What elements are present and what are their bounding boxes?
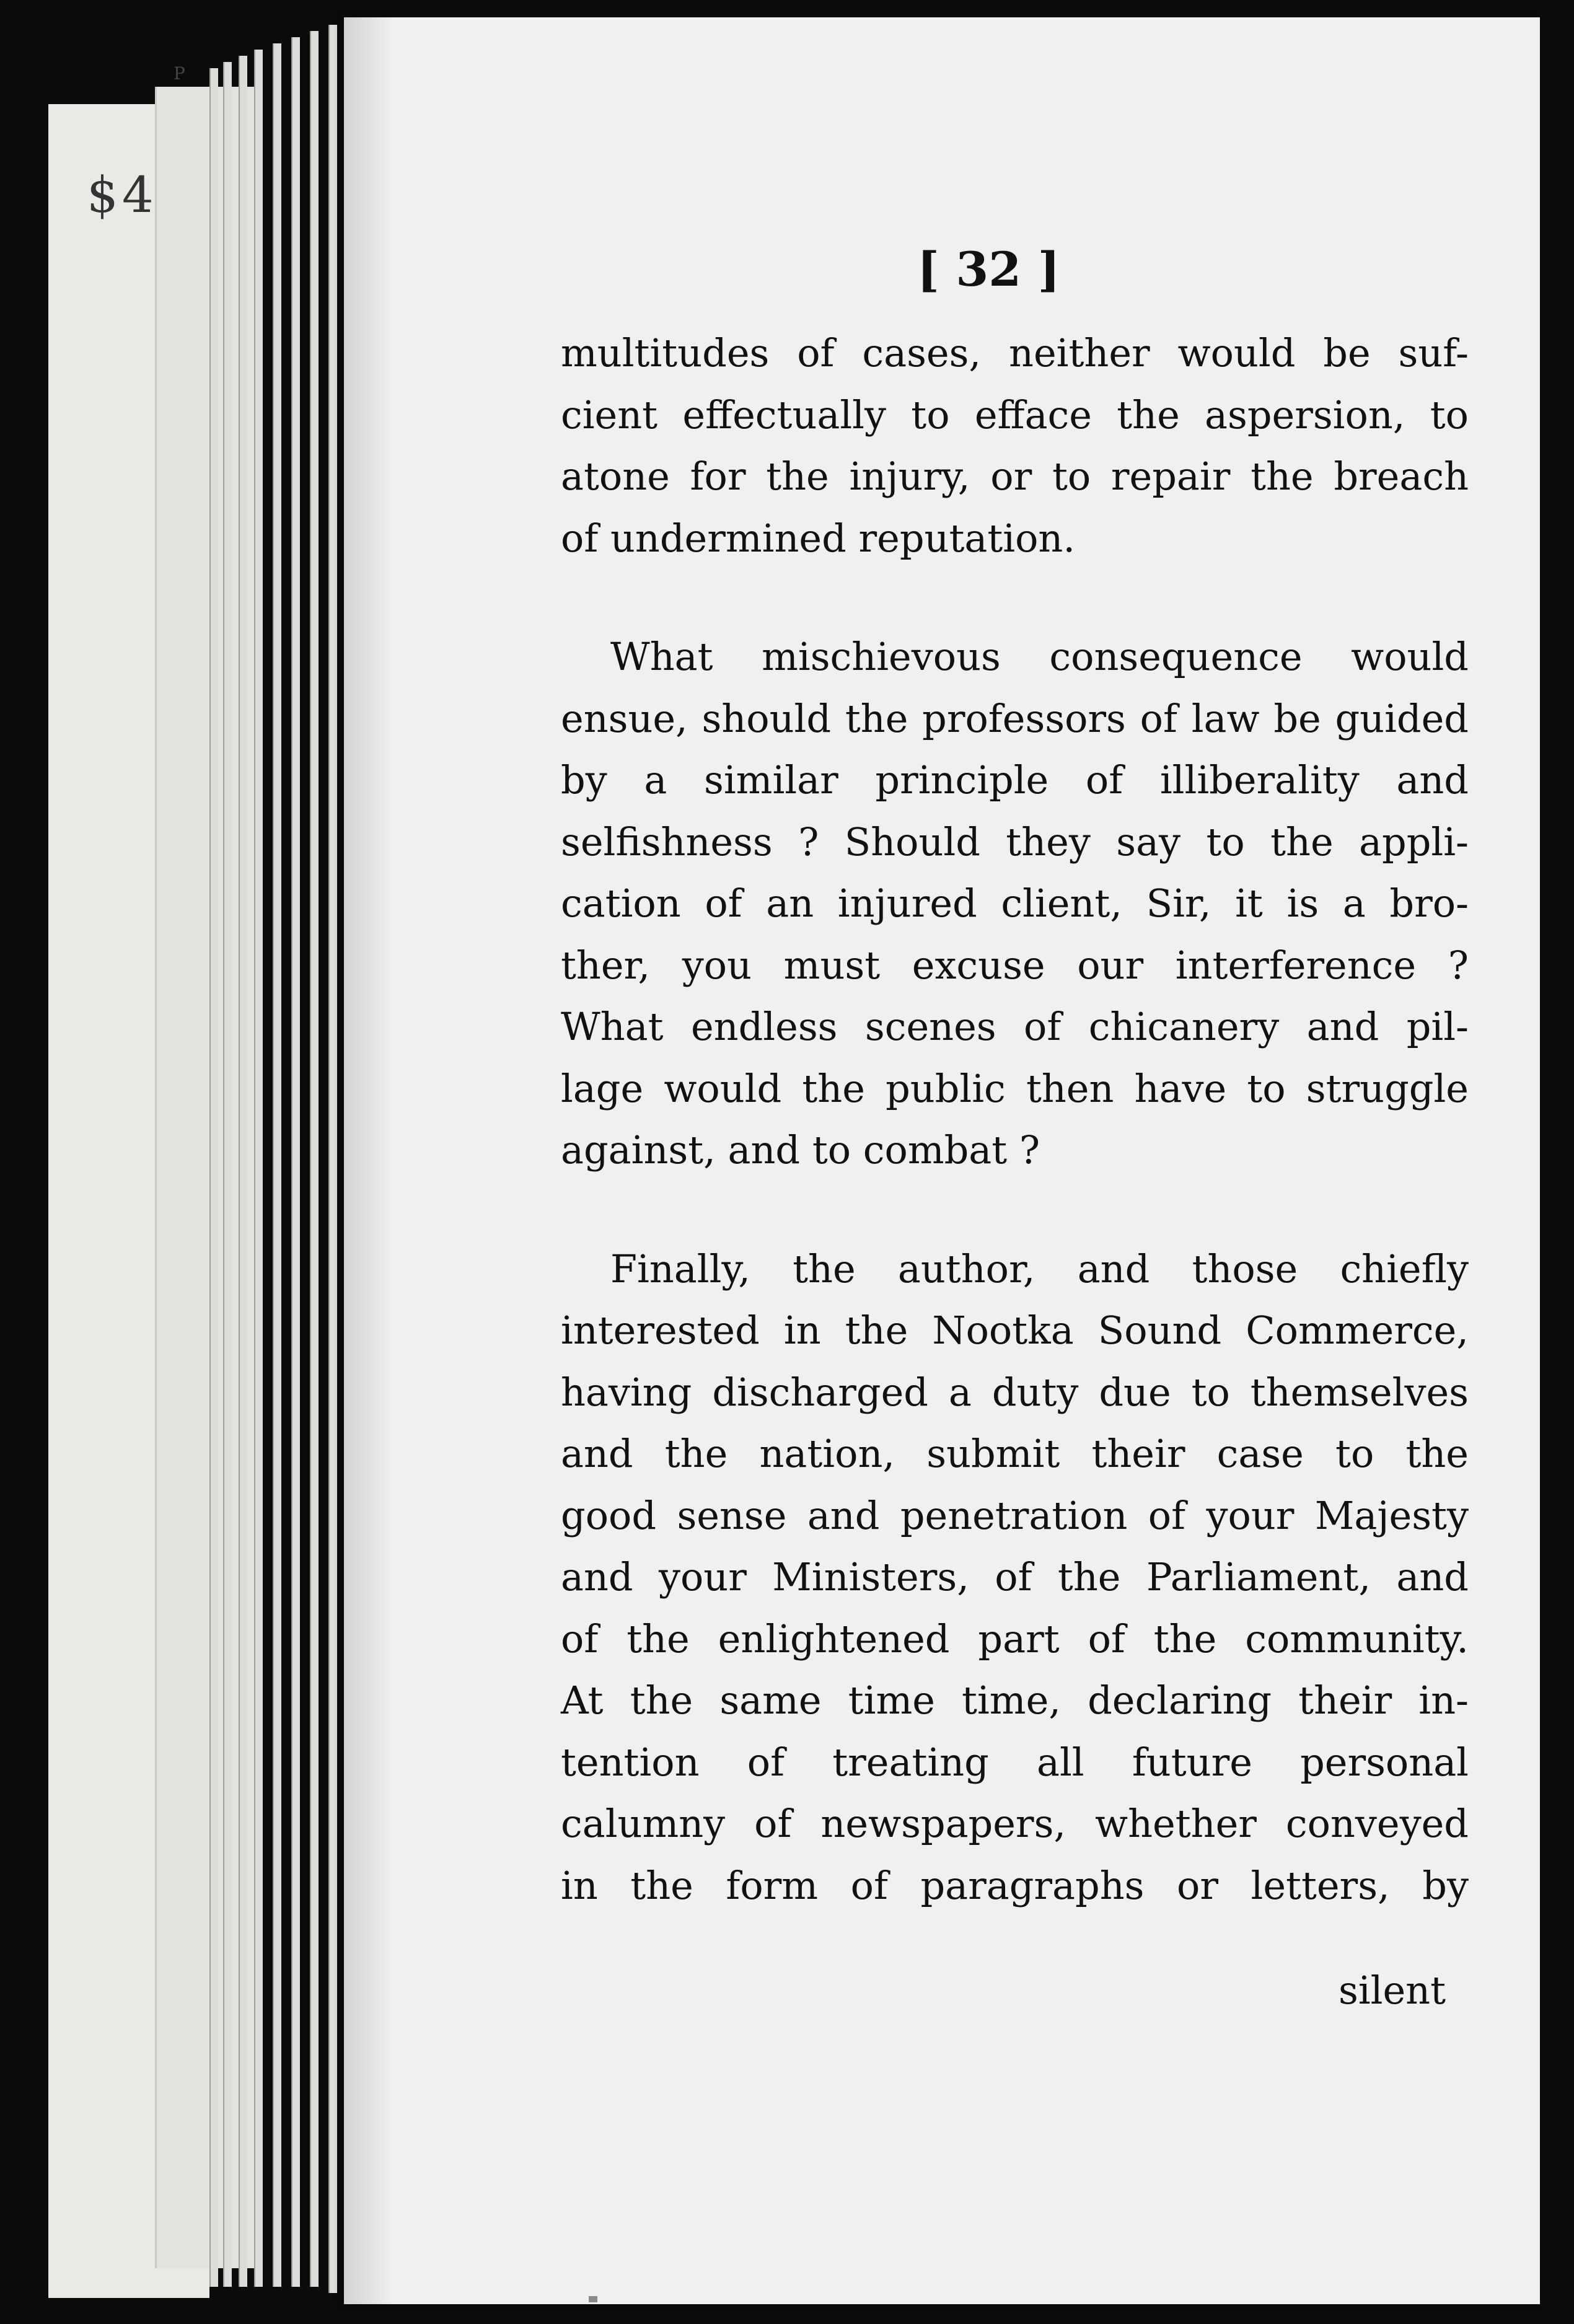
text-line: in the form of paragraphs or letters, by — [561, 1862, 1469, 1908]
scan-artifact — [589, 2296, 597, 2302]
text-line: What mischievous consequence would — [610, 634, 1469, 679]
page-stack-edge — [239, 56, 247, 2287]
text-line: and the nation, submit their case to the — [561, 1431, 1469, 1476]
text-line: What endless scenes of chicanery and pil- — [561, 1004, 1469, 1049]
text-line: ther, you must excuse our interference ? — [561, 942, 1469, 988]
paragraph-3 — [561, 1238, 1469, 1917]
text-line: ensue, should the professors of law be guided — [561, 695, 1469, 741]
page-stack-edge — [223, 62, 232, 2287]
page-stack-edge — [328, 25, 337, 2293]
paragraph-2 — [561, 626, 1469, 1181]
text-line: having discharged a duty due to themselves — [561, 1369, 1469, 1415]
text-line: by a similar principle of illiberality and — [561, 757, 1469, 803]
text-line: of the enlightened part of the community. — [561, 1616, 1469, 1662]
body-text — [561, 322, 1469, 1916]
text-line: and your Ministers, of the Parliament, and — [561, 1554, 1469, 1600]
text-line: lage would the public then have to struggle — [561, 1065, 1469, 1111]
text-line: multitudes of cases, neither would be suf- — [561, 330, 1469, 376]
text-line: cation of an injured client, Sir, it is a bro- — [561, 881, 1469, 926]
corner-mark: P — [174, 63, 185, 84]
text-line: tention of treating all future personal — [561, 1739, 1469, 1785]
text-line: of undermined reputation. — [561, 515, 1076, 561]
text-line: against, and to combat ? — [561, 1127, 1040, 1173]
text-line: atone for the injury, or to repair the breach — [561, 454, 1469, 499]
page-stack-edge — [254, 50, 263, 2287]
text-line: Finally, the author, and those chiefly — [610, 1246, 1469, 1292]
text-line: interested in the Nootka Sound Commerce, — [561, 1308, 1469, 1353]
text-line: calumny of newspapers, whether conveyed — [561, 1801, 1469, 1846]
text-line: At the same time time, declaring their in- — [561, 1678, 1469, 1723]
page-stack-edge — [273, 43, 281, 2287]
catchword: silent — [1339, 1968, 1446, 2013]
text-line: selfishness ? Should they say to the appli- — [561, 819, 1469, 865]
paragraph-1 — [561, 322, 1469, 569]
margin-note: $4 — [87, 166, 157, 224]
text-line: good sense and penetration of your Majesty — [561, 1492, 1469, 1538]
page-stack-edge — [291, 37, 300, 2287]
page-stack-edge — [209, 68, 218, 2287]
page-number: [ 32 ] — [917, 242, 1060, 297]
page-stack-edge — [310, 31, 319, 2287]
text-line: cient effectually to efface the aspersion, to — [561, 392, 1469, 438]
